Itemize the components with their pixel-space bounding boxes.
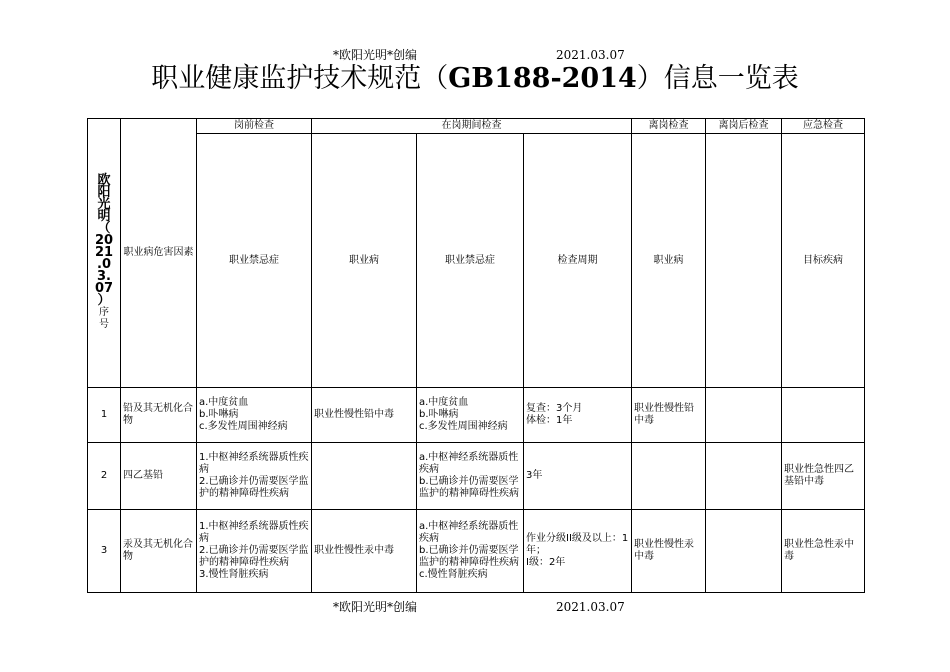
seq-header-cell [88, 119, 121, 388]
cycle-cell-line: 体检：1年 [526, 415, 573, 426]
on-disease-cell: 职业性慢性铅中毒 [312, 388, 417, 443]
seq-header-char: 阳 [97, 185, 111, 200]
on-contra-cell-line: b.已确诊并仍需要医学监护的精神障碍性疾病 [419, 545, 519, 568]
row-number: 1 [88, 388, 121, 443]
cycle-cell [524, 388, 632, 443]
seq-header-label: 序 [99, 307, 109, 318]
on-contra-cell-line: c.慢性肾脏疾病 [419, 569, 488, 580]
pre-contra-cell [197, 388, 312, 443]
cycle-cell [524, 510, 632, 593]
pre-contra-cell-line: 2.已确诊并仍需要医学监护的精神障碍性疾病 [199, 545, 309, 568]
info-table [87, 118, 865, 593]
sub-header-on-disease: 职业病 [312, 134, 417, 388]
seq-header-label: 号 [99, 319, 109, 330]
footer-date: 2021.03.07 [556, 600, 625, 614]
group-header-pre: 岗前检查 [197, 119, 312, 134]
sub-header-pre-contra: 职业禁忌症 [197, 134, 312, 388]
group-header-on: 在岗期间检查 [312, 119, 632, 134]
after-cell [706, 443, 782, 510]
cycle-cell-line: 作业分级II级及以上：1年； [526, 533, 629, 556]
cycle-cell-line: I级：2年 [526, 557, 566, 568]
sub-header-on-contra: 职业禁忌症 [417, 134, 524, 388]
seq-header-char: （ [97, 221, 111, 236]
on-disease-cell: 职业性慢性汞中毒 [312, 510, 417, 593]
cycle-cell [524, 443, 632, 510]
table-row [88, 388, 865, 443]
seq-header-char: 欧 [97, 173, 111, 188]
table-row [88, 443, 865, 510]
page-title [0, 61, 950, 97]
on-contra-cell-line: a.中度贫血 [419, 397, 469, 408]
row-number: 3 [88, 510, 121, 593]
cycle-cell-line: 复查：3个月 [526, 403, 583, 414]
seq-header-char: 光 [97, 197, 111, 212]
hazard-cell: 铅及其无机化合物 [121, 388, 197, 443]
footer-author: *欧阳光明*创编 [333, 600, 418, 614]
seq-header-char: ） [97, 293, 111, 308]
group-header-leave: 离岗检查 [632, 119, 706, 134]
seq-header-char: 明 [97, 209, 111, 224]
group-header-after: 离岗后检查 [706, 119, 782, 134]
sub-header-row [88, 134, 865, 388]
hazard-cell: 汞及其无机化合物 [121, 510, 197, 593]
after-cell [706, 510, 782, 593]
emergency-cell: 职业性急性四乙基铅中毒 [782, 443, 865, 510]
seq-header-char: 07 [94, 281, 114, 296]
on-contra-cell [417, 388, 524, 443]
leave-disease-cell: 职业性慢性铅中毒 [632, 388, 706, 443]
on-contra-cell [417, 443, 524, 510]
pre-contra-cell-line: 1.中枢神经系统器质性疾病 [199, 452, 309, 475]
sub-header-target: 目标疾病 [782, 134, 865, 388]
cycle-cell-line: 3年 [526, 470, 543, 481]
on-contra-cell-line: b.卟啉病 [419, 409, 459, 420]
hazard-cell: 四乙基铅 [121, 443, 197, 510]
seq-header-char: 20 [94, 233, 114, 248]
pre-contra-cell-line: 1.中枢神经系统器质性疾病 [199, 521, 309, 544]
on-disease-cell [312, 443, 417, 510]
title-code: GB188-2014 [448, 63, 637, 94]
pre-contra-cell-line: c.多发性周围神经病 [199, 421, 288, 432]
seq-header-char: 3. [97, 269, 111, 284]
hazard-header: 职业病危害因素 [121, 119, 197, 388]
pre-contra-cell-line: 3.慢性肾脏疾病 [199, 569, 269, 580]
pre-contra-cell [197, 443, 312, 510]
group-header-emergency: 应急检查 [782, 119, 865, 134]
after-cell [706, 388, 782, 443]
on-contra-cell-line: a.中枢神经系统器质性疾病 [419, 452, 519, 475]
pre-contra-cell-line: b.卟啉病 [199, 409, 239, 420]
on-contra-cell-line: b.已确诊并仍需要医学监护的精神障碍性疾病 [419, 476, 519, 499]
seq-header-char: .0 [97, 257, 111, 272]
sub-header-after [706, 134, 782, 388]
leave-disease-cell: 职业性慢性汞中毒 [632, 510, 706, 593]
sub-header-cycle: 检查周期 [524, 134, 632, 388]
title-suffix: ）信息一览表 [636, 63, 799, 94]
seq-header-char: 21 [94, 245, 114, 260]
sub-header-leave-disease: 职业病 [632, 134, 706, 388]
pre-contra-cell-line: a.中度贫血 [199, 397, 249, 408]
emergency-cell [782, 388, 865, 443]
on-contra-cell-line: a.中枢神经系统器质性疾病 [419, 521, 519, 544]
table-row [88, 510, 865, 593]
title-prefix: 职业健康监护技术规范（ [151, 63, 449, 94]
leave-disease-cell [632, 443, 706, 510]
on-contra-cell-line: c.多发性周围神经病 [419, 421, 508, 432]
row-number: 2 [88, 443, 121, 510]
header-date: 2021.03.07 [556, 48, 625, 62]
header-author: *欧阳光明*创编 [333, 48, 418, 62]
group-header-row [88, 119, 865, 134]
on-contra-cell [417, 510, 524, 593]
emergency-cell: 职业性急性汞中毒 [782, 510, 865, 593]
pre-contra-cell [197, 510, 312, 593]
pre-contra-cell-line: 2.已确诊并仍需要医学监护的精神障碍性疾病 [199, 476, 309, 499]
